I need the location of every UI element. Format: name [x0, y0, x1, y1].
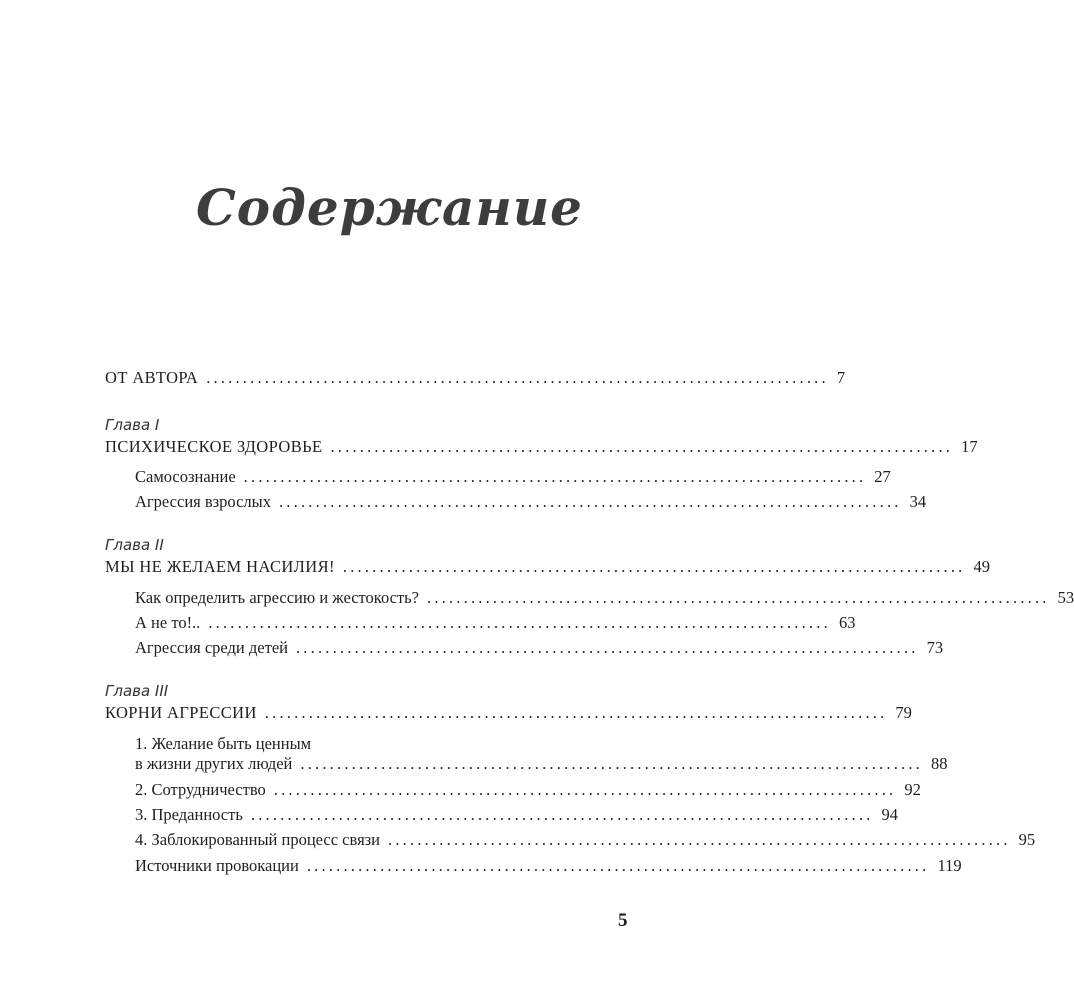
chapter-label: Глава III — [105, 682, 169, 700]
toc-entry-text: Самосознание — [135, 467, 236, 486]
toc-entry[interactable] — [135, 754, 948, 774]
chapter-label: Глава I — [105, 416, 160, 434]
toc-page-number: 49 — [973, 557, 990, 576]
toc-page-number: 88 — [931, 754, 948, 773]
page-title: Содержание — [196, 178, 583, 237]
dot-leader: ..................................................................................... — [208, 613, 831, 632]
dot-leader: ..................................................................................... — [388, 830, 1011, 849]
dot-leader: ..................................................................................... — [342, 557, 966, 576]
toc-entry[interactable] — [135, 638, 944, 658]
toc-page-number: 79 — [895, 703, 912, 722]
toc-entry-text: ПСИХИЧЕСКОЕ ЗДОРОВЬЕ — [105, 437, 323, 456]
toc-entry-text: в жизни других людей — [135, 754, 293, 773]
toc-page-number: 92 — [904, 780, 921, 799]
toc-entry[interactable] — [135, 780, 921, 800]
toc-page-number: 94 — [881, 805, 898, 824]
toc-entry[interactable] — [135, 830, 1036, 850]
toc-page-number: 7 — [836, 368, 846, 387]
dot-leader: ..................................................................................... — [250, 805, 874, 824]
toc-entry-author[interactable] — [105, 368, 846, 388]
toc-page-number: 119 — [937, 856, 962, 875]
toc-entry[interactable] — [135, 467, 891, 487]
toc-chapter-title[interactable] — [105, 557, 990, 577]
toc-entry[interactable] — [135, 856, 962, 876]
toc-page-number: 34 — [909, 492, 927, 511]
dot-leader: ..................................................................................... — [427, 588, 1050, 607]
toc-entry-text: 4. Заблокированный процесс связи — [135, 830, 381, 849]
dot-leader: ..................................................................................... — [273, 780, 897, 799]
toc-entry-text: Агрессия взрослых — [135, 492, 271, 511]
toc-page-number: 27 — [874, 467, 891, 486]
dot-leader: ..................................................................................... — [330, 437, 954, 456]
toc-entry-text: Как определить агрессию и жестокость? — [135, 588, 419, 607]
toc-entry[interactable] — [135, 613, 856, 633]
toc-entry-text: 2. Сотрудничество — [135, 780, 266, 799]
dot-leader: ..................................................................................... — [264, 703, 888, 722]
page-number: 5 — [618, 910, 628, 931]
toc-page-number: 73 — [926, 638, 944, 657]
toc-entry-text: Источники провокации — [135, 856, 299, 875]
toc-entry[interactable] — [135, 588, 1074, 608]
dot-leader: ..................................................................................... — [243, 467, 867, 486]
chapter-label: Глава II — [105, 536, 164, 554]
toc-page-number: 63 — [838, 613, 856, 632]
toc-chapter-title[interactable] — [105, 437, 978, 457]
toc-entry-text: Агрессия среди детей — [135, 638, 288, 657]
toc-page-number: 95 — [1018, 830, 1036, 849]
toc-entry-text: ОТ АВТОРА — [105, 368, 199, 387]
toc-entry-text: 3. Преданность — [135, 805, 243, 824]
dot-leader: ..................................................................................... — [278, 492, 902, 511]
toc-entry-text: КОРНИ АГРЕССИИ — [105, 703, 257, 722]
dot-leader: ..................................................................................... — [300, 754, 923, 773]
toc-entry[interactable] — [135, 805, 898, 825]
toc-chapter-title[interactable] — [105, 703, 912, 723]
toc-entry-text: А не то!.. — [135, 613, 201, 632]
toc-entry-text: МЫ НЕ ЖЕЛАЕМ НАСИЛИЯ! — [105, 557, 335, 576]
dot-leader: ..................................................................................... — [295, 638, 919, 657]
toc-entry-first-line[interactable]: 1. Желание быть ценным — [135, 734, 312, 753]
dot-leader: ..................................................................................... — [306, 856, 930, 875]
toc-entry[interactable] — [135, 492, 927, 512]
toc-page-number: 17 — [961, 437, 978, 456]
dot-leader: ..................................................................................... — [206, 368, 829, 387]
toc-page-number: 53 — [1057, 588, 1074, 607]
